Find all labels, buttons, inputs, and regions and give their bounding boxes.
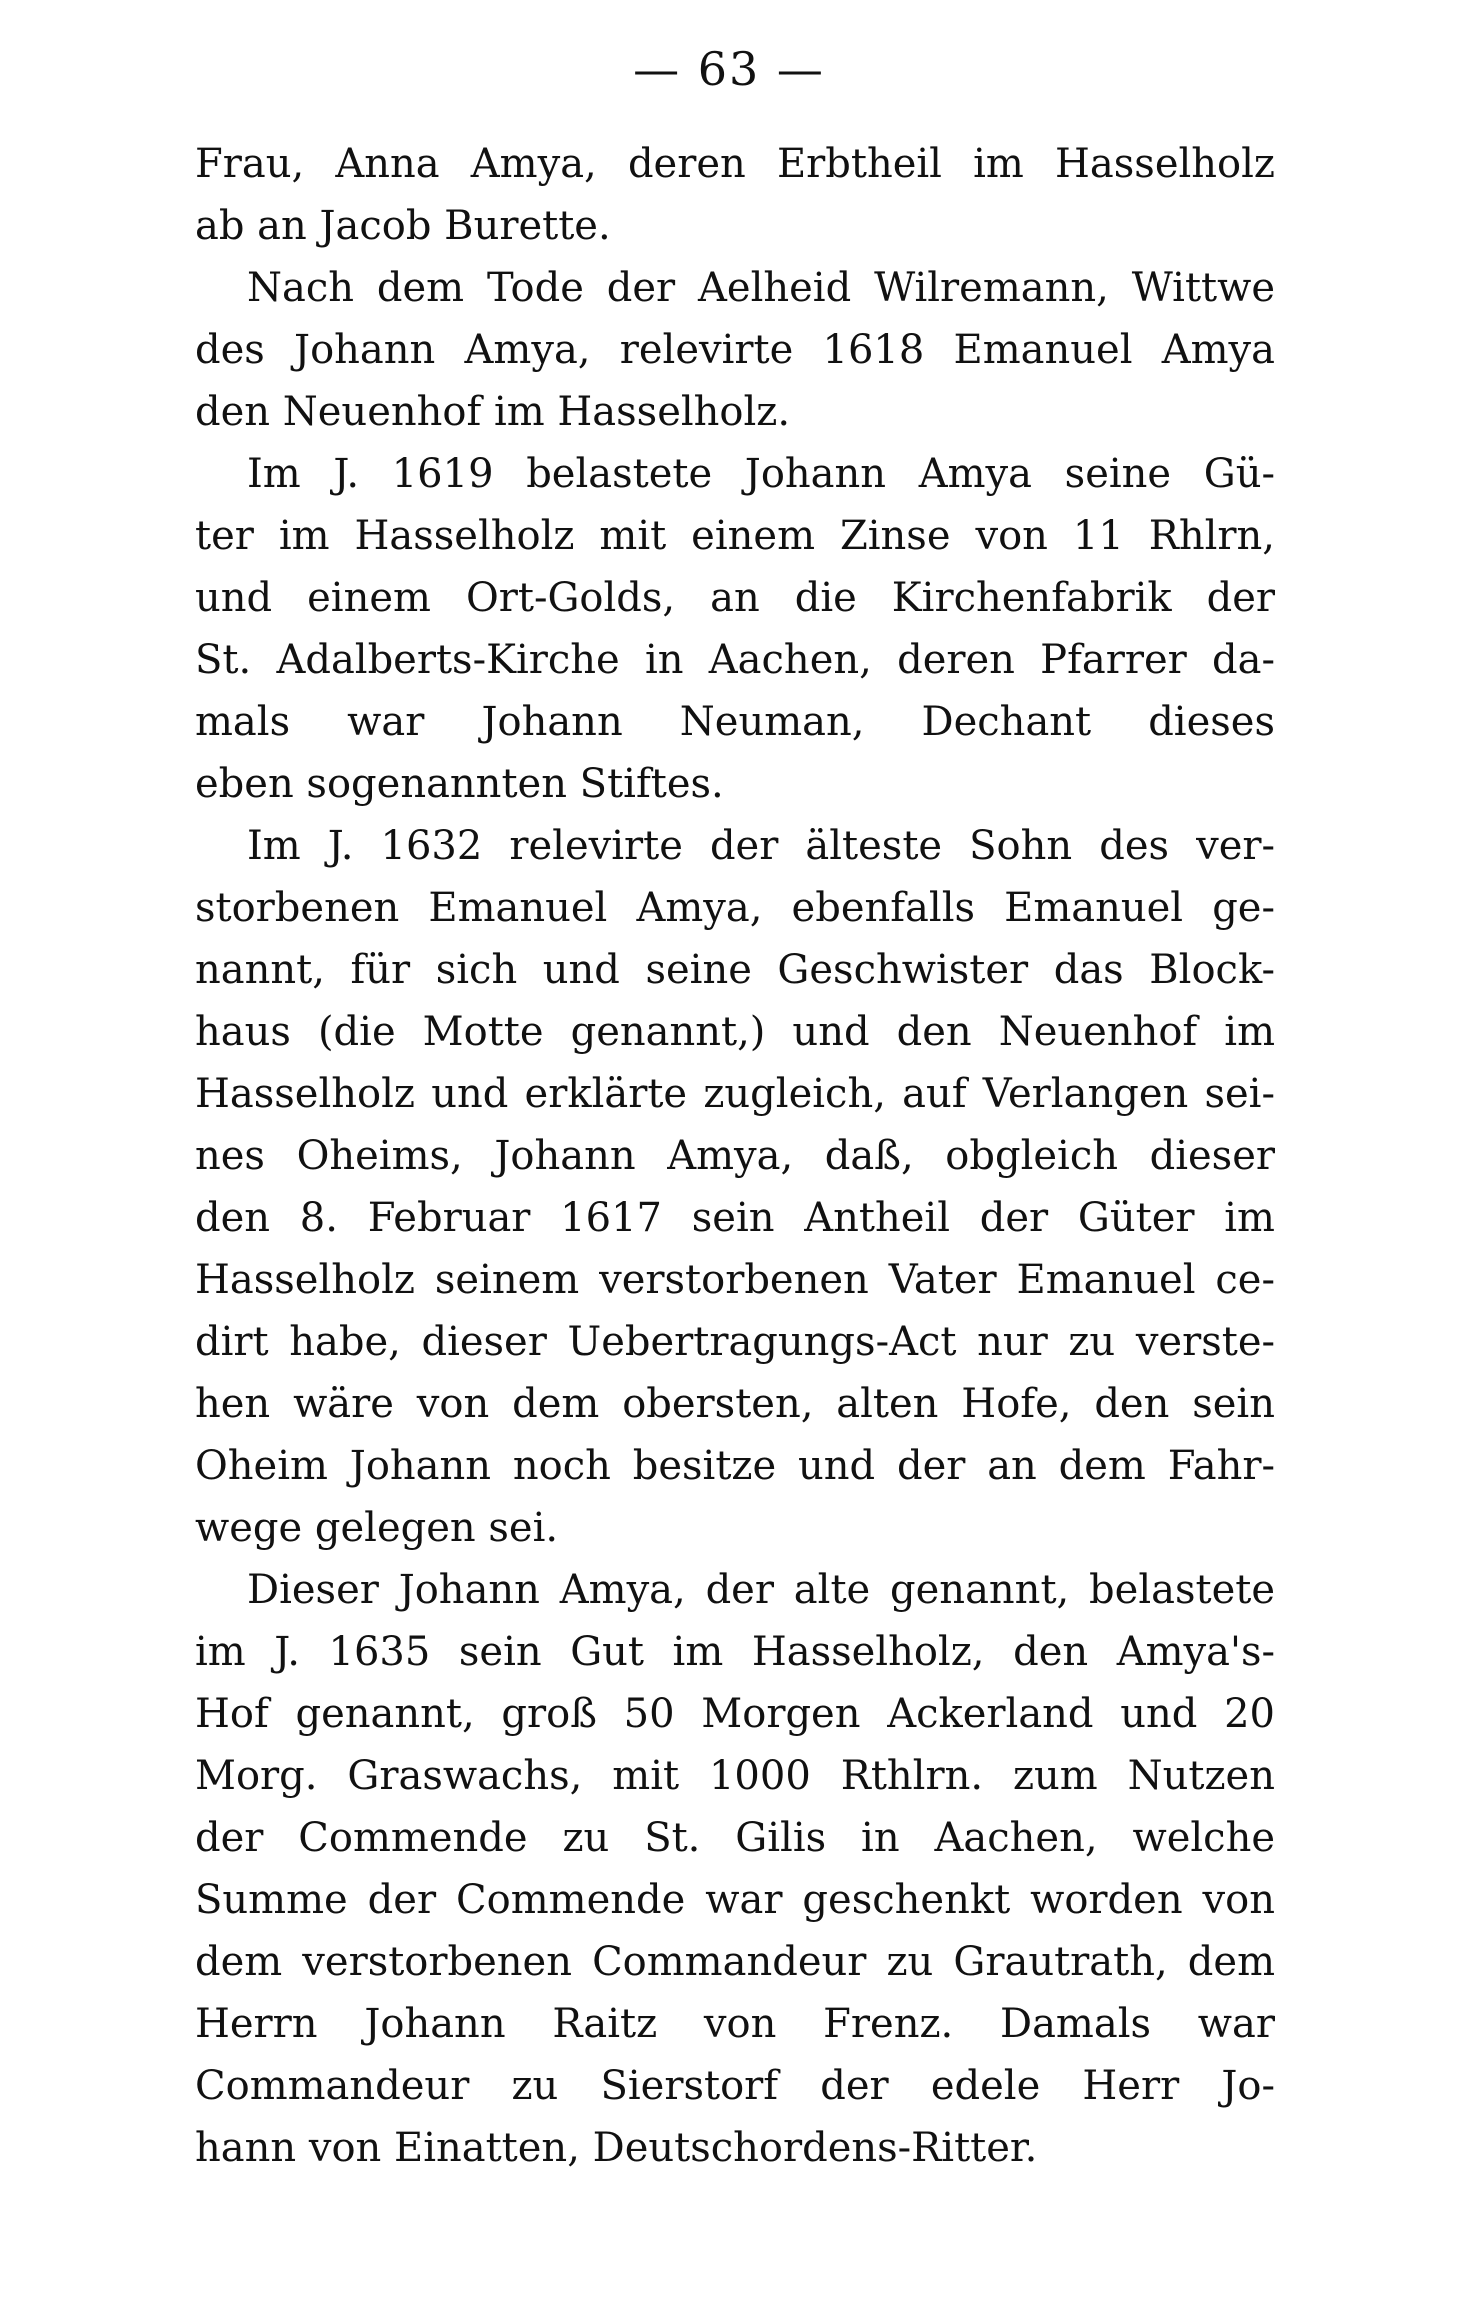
text-line: St. Adalberts-Kirche in Aachen, deren Pfarrer da- (195, 637, 1275, 683)
body-text (195, 133, 1275, 2179)
text-line: und einem Ort-Golds, an die Kirchenfabrik der (195, 575, 1275, 621)
text-line: im J. 1635 sein Gut im Hasselholz, den Amya's- (195, 1629, 1275, 1675)
text-line: Summe der Commende war geschenkt worden von (195, 1877, 1275, 1923)
text-line: Morg. Graswachs, mit 1000 Rthlrn. zum Nutzen (195, 1753, 1275, 1799)
page-number: — 63 — (633, 42, 825, 96)
text-line: den Neuenhof im Hasselholz. (195, 389, 791, 435)
text-line: ab an Jacob Burette. (195, 203, 611, 249)
text-line: Nach dem Tode der Aelheid Wilremann, Wittwe (247, 265, 1275, 311)
text-line: des Johann Amya, relevirte 1618 Emanuel Amya (195, 327, 1275, 373)
text-line: Dieser Johann Amya, der alte genannt, belastete (247, 1567, 1275, 1613)
text-line: den 8. Februar 1617 sein Antheil der Güter im (195, 1195, 1275, 1241)
text-line: Frau, Anna Amya, deren Erbtheil im Hasselholz (195, 141, 1275, 187)
text-line: storbenen Emanuel Amya, ebenfalls Emanuel ge- (195, 885, 1275, 931)
text-line: hen wäre von dem obersten, alten Hofe, den sein (195, 1381, 1275, 1427)
text-line: mals war Johann Neuman, Dechant dieses (195, 699, 1275, 745)
text-line: eben sogenannten Stiftes. (195, 761, 724, 807)
text-line: Hasselholz seinem verstorbenen Vater Emanuel ce- (195, 1257, 1275, 1303)
text-line: Oheim Johann noch besitze und der an dem Fahr- (195, 1443, 1275, 1489)
text-line: hann von Einatten, Deutschordens-Ritter. (195, 2125, 1038, 2171)
text-line: ter im Hasselholz mit einem Zinse von 11 Rhlrn, (195, 513, 1275, 559)
text-line: Im J. 1632 relevirte der älteste Sohn des ver- (247, 823, 1275, 869)
text-line: Im J. 1619 belastete Johann Amya seine Gü- (247, 451, 1275, 497)
text-line: wege gelegen sei. (195, 1505, 559, 1551)
text-line: haus (die Motte genannt,) und den Neuenhof im (195, 1009, 1275, 1055)
text-line: der Commende zu St. Gilis in Aachen, welche (195, 1815, 1275, 1861)
text-line: dirt habe, dieser Uebertragungs-Act nur zu verste- (195, 1319, 1275, 1365)
text-line: Hasselholz und erklärte zugleich, auf Verlangen sei- (195, 1071, 1275, 1117)
text-line: Herrn Johann Raitz von Frenz. Damals war (195, 2001, 1275, 2047)
text-line: nannt, für sich und seine Geschwister das Block- (195, 947, 1275, 993)
text-line: dem verstorbenen Commandeur zu Grautrath, dem (195, 1939, 1275, 1985)
text-line: nes Oheims, Johann Amya, daß, obgleich dieser (195, 1133, 1275, 1179)
text-line: Hof genannt, groß 50 Morgen Ackerland und 20 (195, 1691, 1275, 1737)
text-line: Commandeur zu Sierstorf der edele Herr Jo- (195, 2063, 1275, 2109)
